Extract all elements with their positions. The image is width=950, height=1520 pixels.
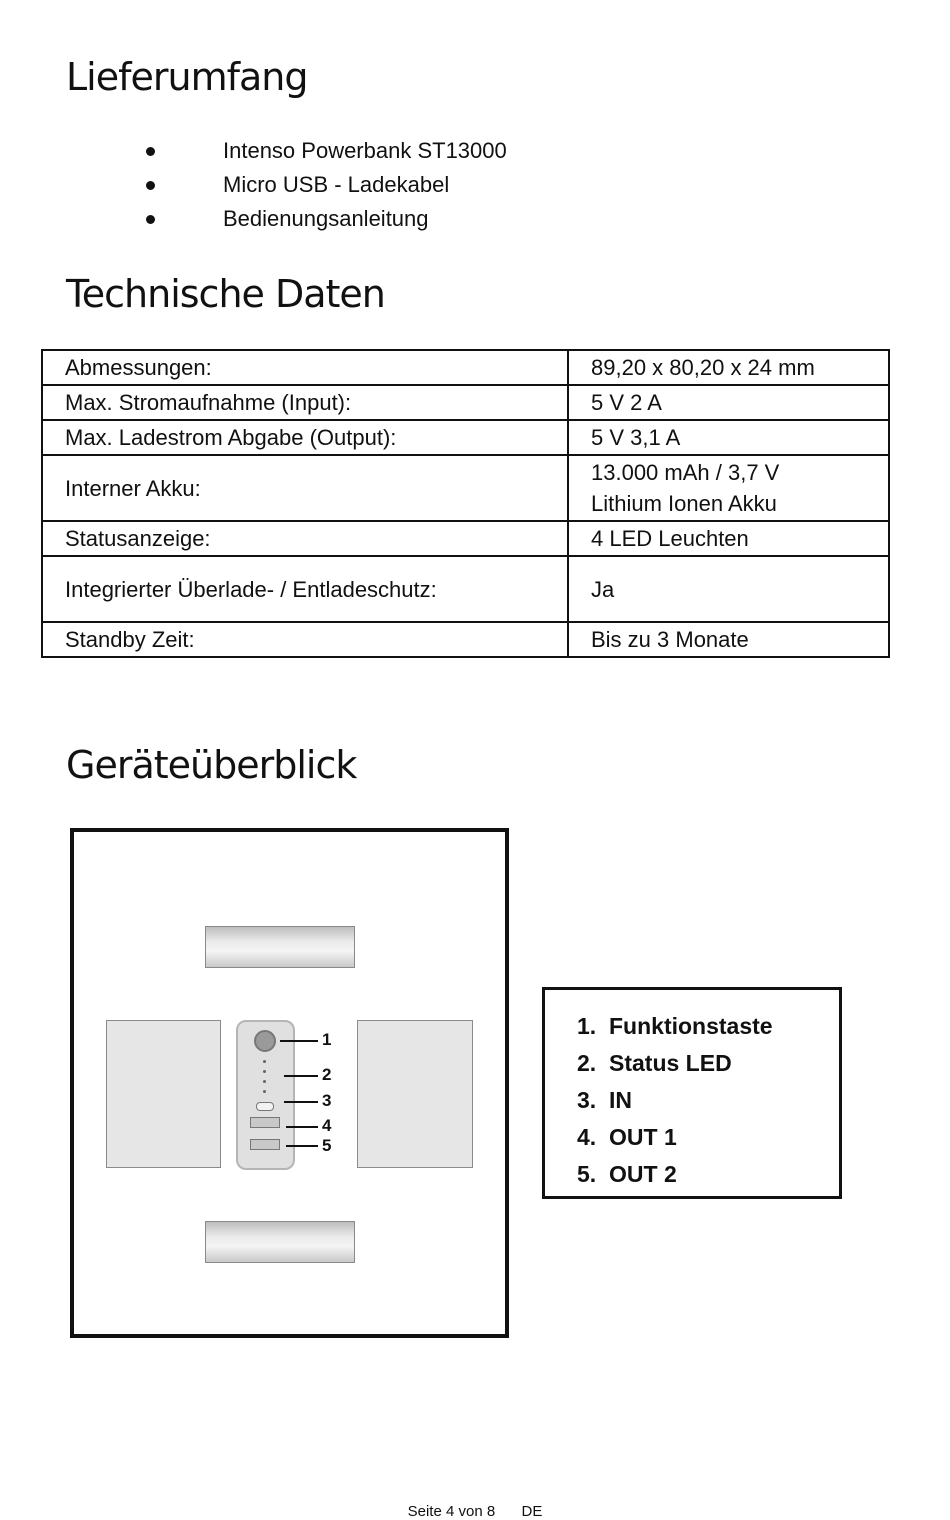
usb-port-icon <box>250 1139 280 1150</box>
spec-value: 89,20 x 80,20 x 24 mm <box>568 350 889 385</box>
table-row <box>42 521 889 556</box>
device-bottom-view <box>205 1221 355 1263</box>
callout-number: 3 <box>322 1091 332 1110</box>
section-title-technische-daten: Technische Daten <box>66 272 385 316</box>
spec-key: Interner Akku: <box>42 455 568 521</box>
callout-line <box>286 1126 318 1128</box>
legend-item: 1. Funktionstaste <box>577 1013 773 1039</box>
callout-line <box>286 1145 318 1147</box>
section-title-lieferumfang: Lieferumfang <box>66 55 308 99</box>
spec-key: Max. Stromaufnahme (Input): <box>42 385 568 420</box>
spec-key: Statusanzeige: <box>42 521 568 556</box>
lieferumfang-list <box>140 134 507 236</box>
bullet-icon <box>146 215 155 224</box>
spec-value: 5 V 2 A <box>568 385 889 420</box>
bullet-icon <box>146 181 155 190</box>
callout-line <box>284 1101 318 1103</box>
device-right-view <box>357 1020 473 1168</box>
spec-key: Abmessungen: <box>42 350 568 385</box>
usb-port-icon <box>250 1117 280 1128</box>
spec-key: Max. Ladestrom Abgabe (Output): <box>42 420 568 455</box>
list-item: Intenso Powerbank ST13000 <box>140 134 507 168</box>
spec-key: Standby Zeit: <box>42 622 568 657</box>
section-title-geraeteueberblick: Geräteüberblick <box>66 743 357 787</box>
callout-line <box>280 1040 318 1042</box>
list-item: Bedienungsanleitung <box>140 202 507 236</box>
table-row <box>42 556 889 622</box>
device-left-view <box>106 1020 221 1168</box>
callout-number: 5 <box>322 1136 332 1155</box>
page-number: Seite 4 von 8 <box>407 1503 496 1520</box>
legend-item: 2. Status LED <box>577 1050 732 1076</box>
micro-usb-port-icon <box>256 1102 274 1111</box>
power-button-icon <box>254 1030 276 1052</box>
bullet-icon <box>146 147 155 156</box>
spec-table <box>41 349 890 658</box>
spec-value: Bis zu 3 Monate <box>568 622 889 657</box>
list-item: Micro USB - Ladekabel <box>140 168 507 202</box>
spec-value: 5 V 3,1 A <box>568 420 889 455</box>
led-dot-icon <box>263 1060 266 1063</box>
led-dot-icon <box>263 1080 266 1083</box>
callout-line <box>284 1075 318 1077</box>
led-dot-icon <box>263 1070 266 1073</box>
table-row <box>42 385 889 420</box>
spec-value: 13.000 mAh / 3,7 V Lithium Ionen Akku <box>568 455 889 521</box>
led-dot-icon <box>263 1090 266 1093</box>
device-front-view <box>236 1020 295 1170</box>
language-code: DE <box>521 1503 543 1520</box>
legend-item: 5. OUT 2 <box>577 1161 677 1187</box>
device-legend <box>542 987 842 1199</box>
legend-item: 4. OUT 1 <box>577 1124 677 1150</box>
table-row <box>42 420 889 455</box>
legend-item: 3. IN <box>577 1087 632 1113</box>
callout-number: 4 <box>322 1116 332 1135</box>
page-footer <box>0 1503 950 1520</box>
table-row <box>42 350 889 385</box>
device-overview-figure <box>70 828 509 1338</box>
callout-number: 1 <box>322 1030 332 1049</box>
table-row <box>42 455 889 521</box>
callout-number: 2 <box>322 1065 332 1084</box>
table-row <box>42 622 889 657</box>
spec-key: Integrierter Überlade- / Entladeschutz: <box>42 556 568 622</box>
spec-value: Ja <box>568 556 889 622</box>
device-top-view <box>205 926 355 968</box>
spec-value: 4 LED Leuchten <box>568 521 889 556</box>
